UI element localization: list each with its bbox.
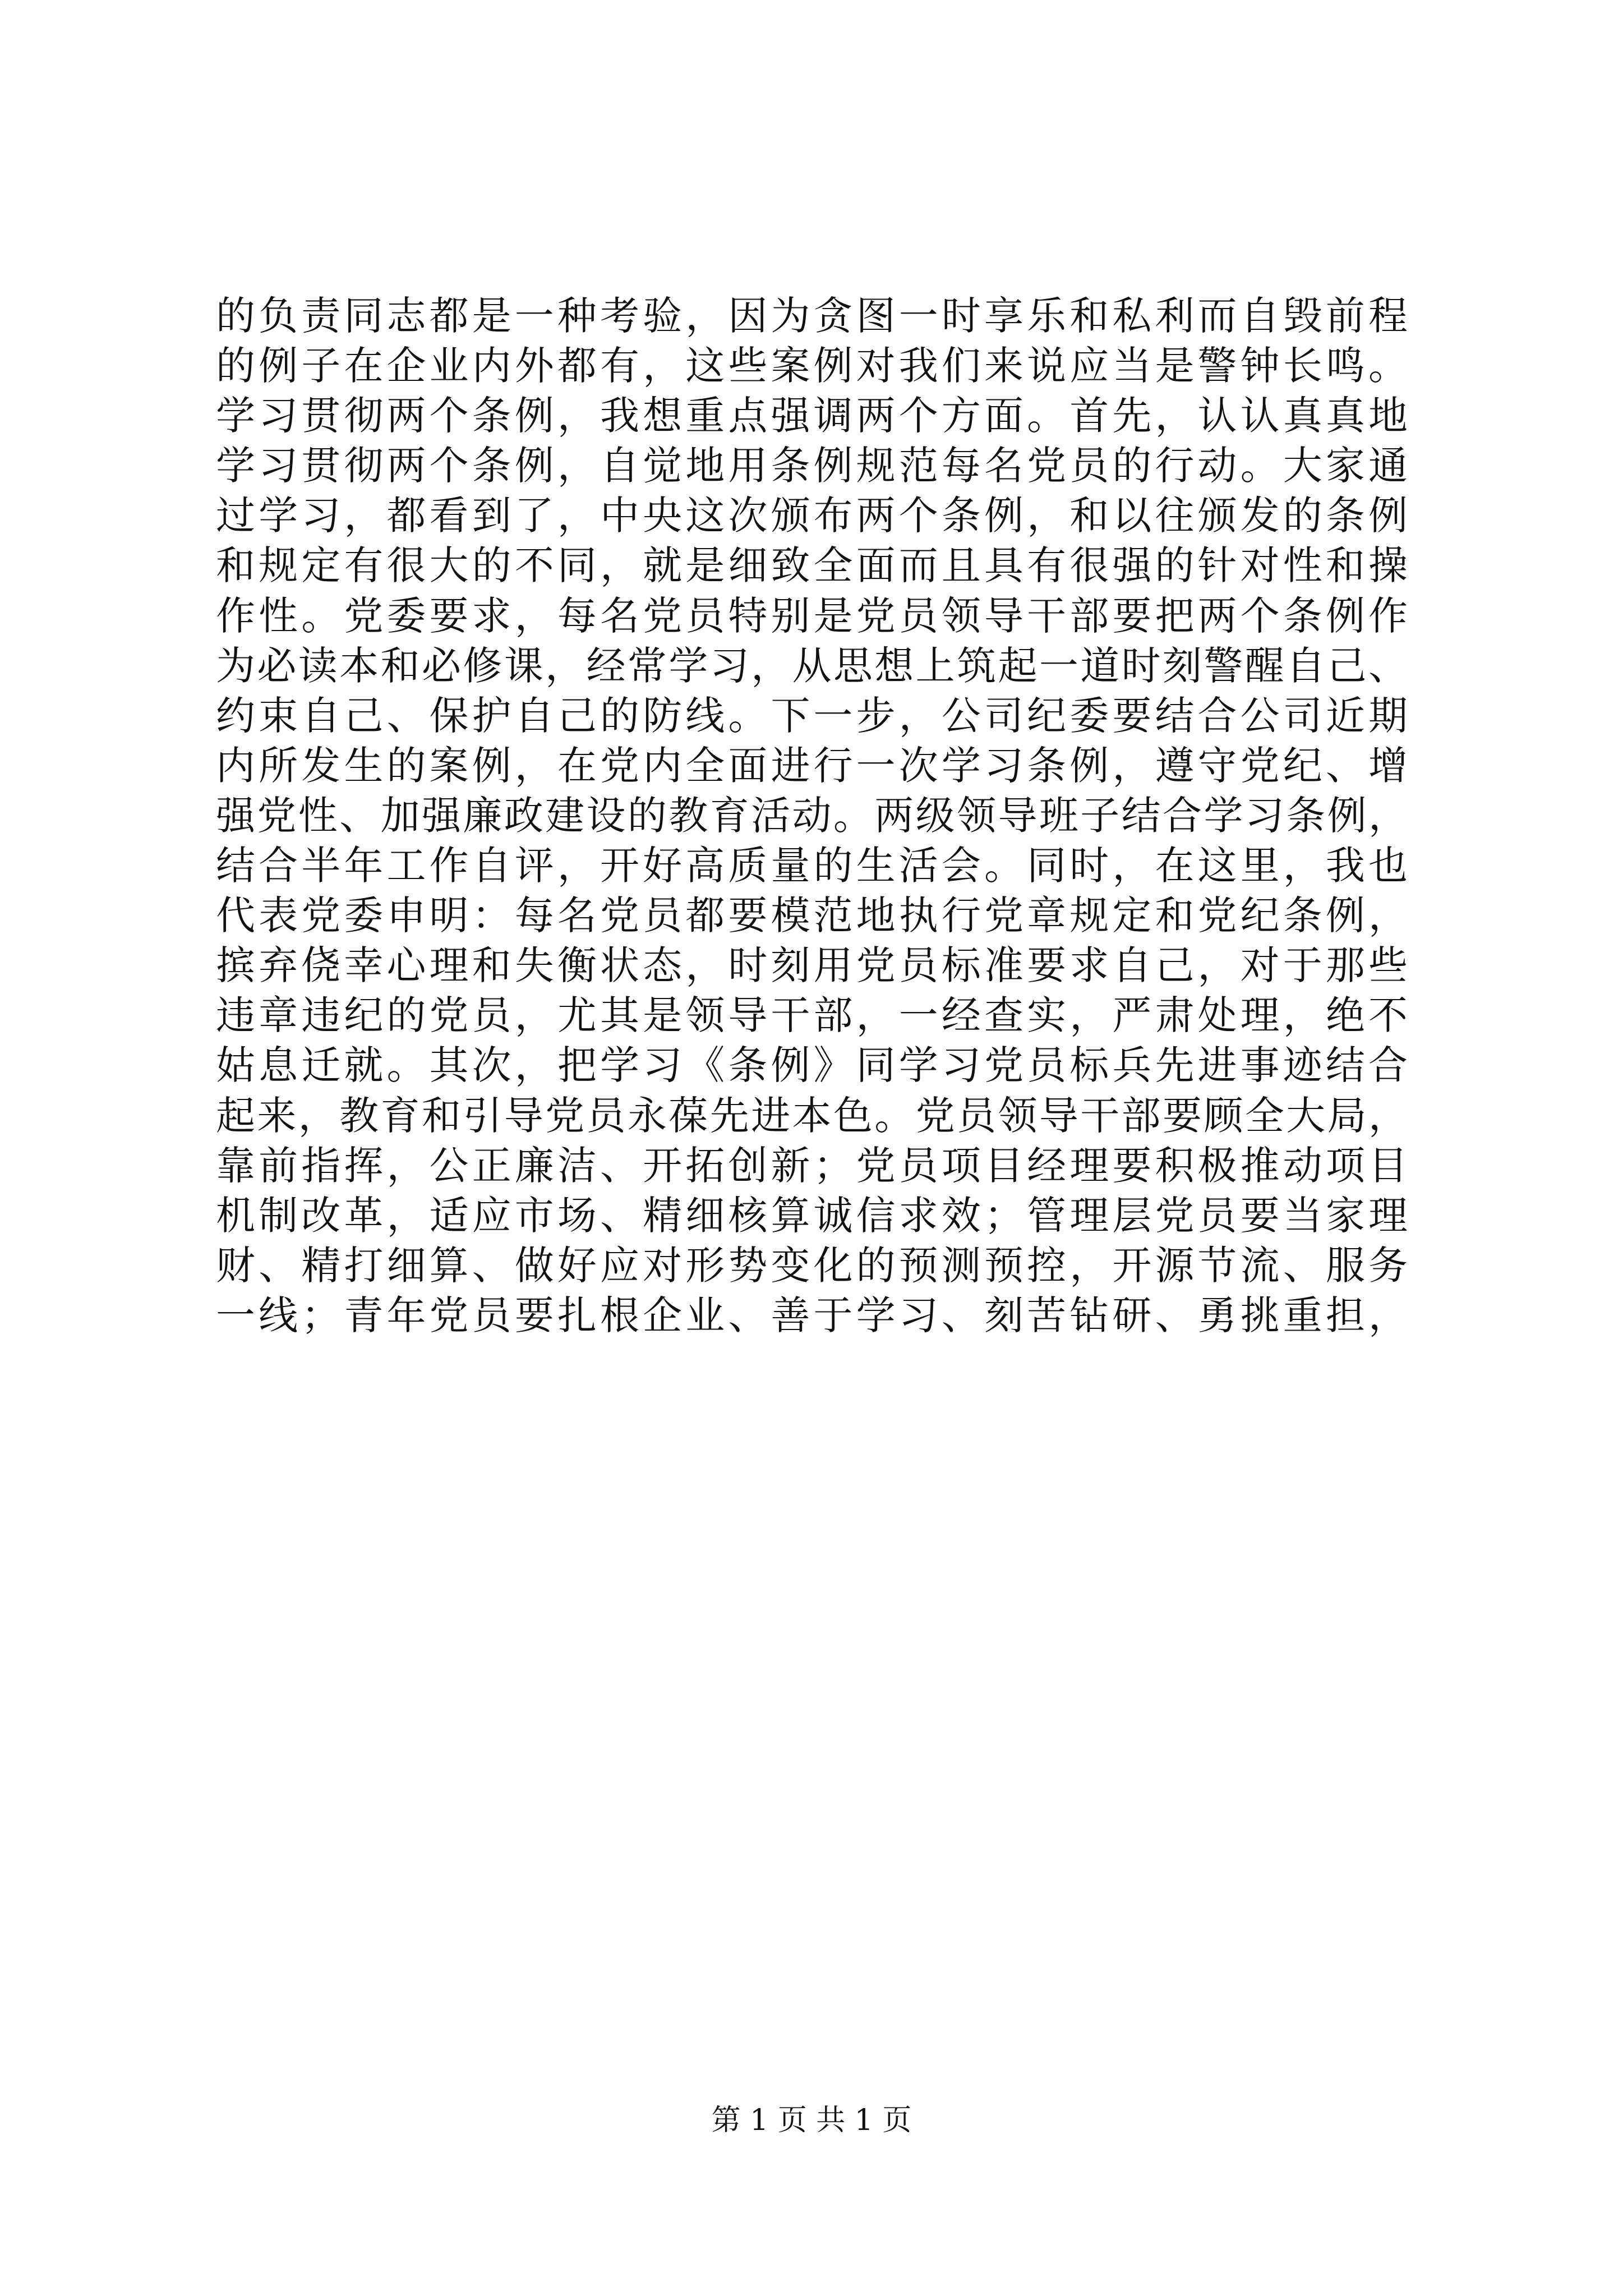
text-line: 内所发生的案例，在党内全面进行一次学习条例，遵守党纪、增 [216,742,1408,789]
text-line: 靠前指挥，公正廉洁、开拓创新；党员项目经理要积极推动项目 [216,1142,1408,1189]
page-number-label: 第 1 页 共 1 页 [711,2104,912,2137]
text-line: 一线；青年党员要扎根企业、善于学习、刻苦钻研、勇挑重担， [216,1292,1408,1338]
text-line: 的负责同志都是一种考验，因为贪图一时享乐和私利而自毁前程 [216,293,1408,339]
text-line: 摈弃侥幸心理和失衡状态，时刻用党员标准要求自己，对于那些 [216,942,1408,989]
text-line: 学习贯彻两个条例，自觉地用条例规范每名党员的行动。大家通 [216,443,1408,489]
text-line: 学习贯彻两个条例，我想重点强调两个方面。首先，认认真真地 [216,393,1408,439]
text-line: 强党性、加强廉政建设的教育活动。两级领导班子结合学习条例， [216,792,1408,839]
text-line: 约束自己、保护自己的防线。下一步，公司纪委要结合公司近期 [216,692,1408,739]
text-line: 姑息迁就。其次，把学习《条例》同学习党员标兵先进事迹结合 [216,1042,1408,1089]
body-paragraph [216,292,1408,1341]
text-line: 机制改革，适应市场、精细核算诚信求效；管理层党员要当家理 [216,1192,1408,1239]
text-line: 起来，教育和引导党员永葆先进本色。党员领导干部要顾全大局， [216,1092,1408,1139]
text-line: 的例子在企业内外都有，这些案例对我们来说应当是警钟长鸣。 [216,343,1408,389]
text-line: 为必读本和必修课，经常学习，从思想上筑起一道时刻警醒自己、 [216,642,1408,689]
page-footer [0,2102,1623,2138]
text-line: 和规定有很大的不同，就是细致全面而且具有很强的针对性和操 [216,542,1408,589]
text-line: 作性。党委要求，每名党员特别是党员领导干部要把两个条例作 [216,592,1408,639]
text-line: 违章违纪的党员，尤其是领导干部，一经查实，严肃处理，绝不 [216,992,1408,1039]
text-line: 财、精打细算、做好应对形势变化的预测预控，开源节流、服务 [216,1242,1408,1289]
text-line: 代表党委申明：每名党员都要模范地执行党章规定和党纪条例， [216,892,1408,939]
text-line: 过学习，都看到了，中央这次颁布两个条例，和以往颁发的条例 [216,493,1408,539]
text-line: 结合半年工作自评，开好高质量的生活会。同时，在这里，我也 [216,843,1408,889]
